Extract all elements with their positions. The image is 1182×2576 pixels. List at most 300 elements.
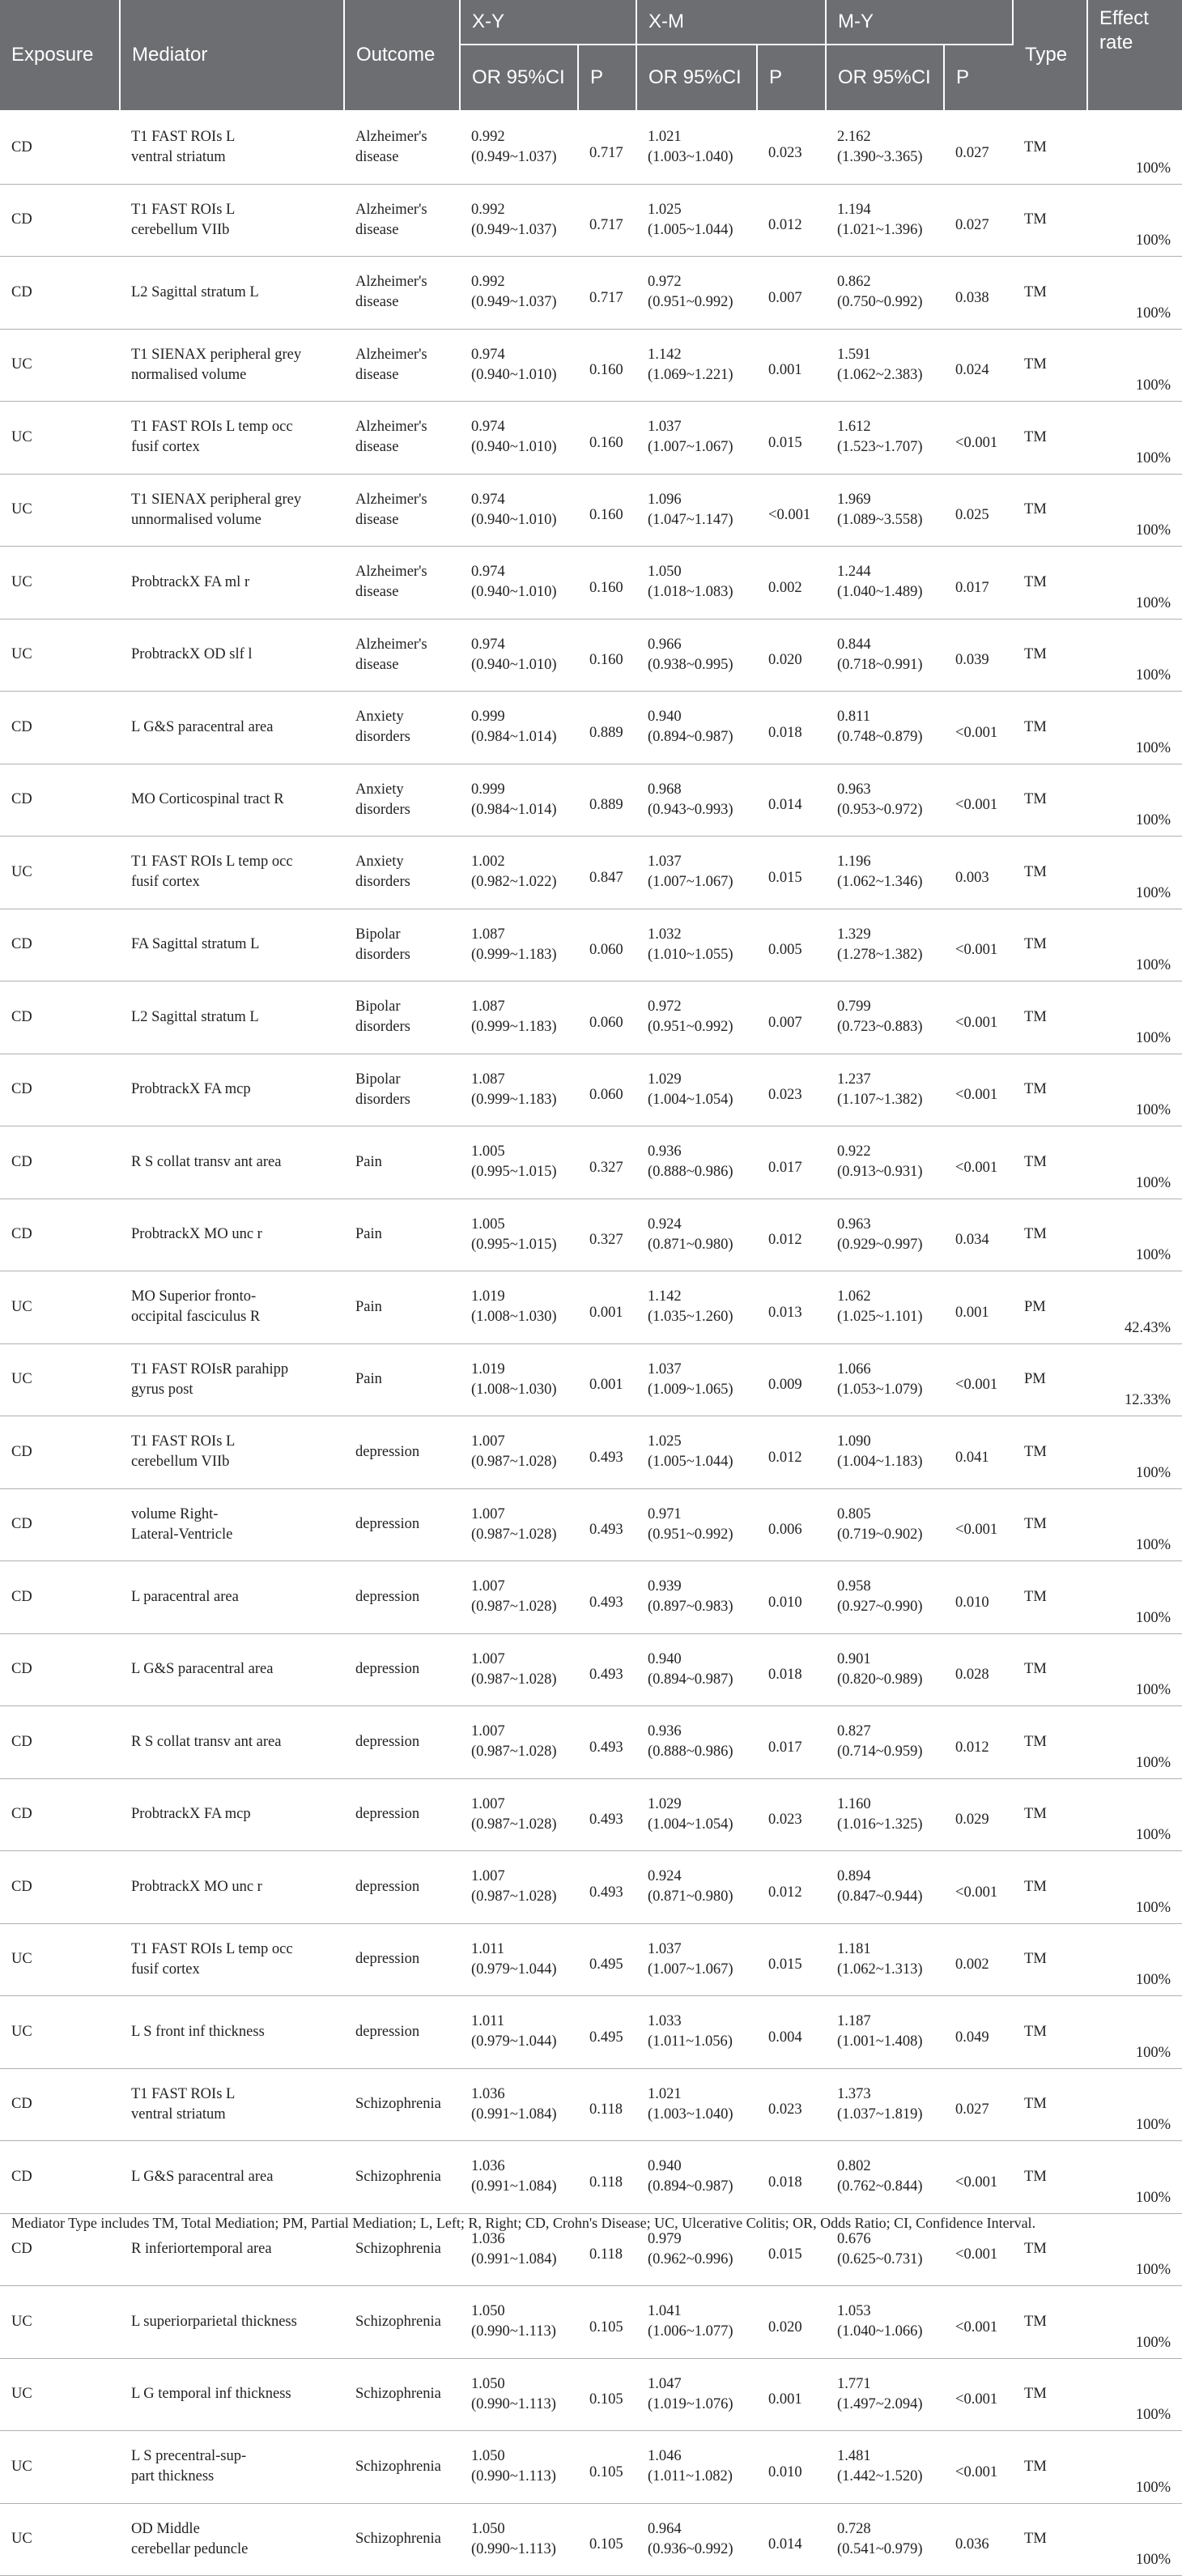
mediator-cell: [120, 2503, 344, 2576]
xy-or-ci-cell: [460, 2286, 578, 2359]
outcome-cell: [344, 909, 460, 981]
effect-rate-text: 100%: [1135, 1754, 1171, 1771]
my-p-cell: [944, 2431, 1013, 2504]
mediator-cell: [120, 1416, 344, 1489]
xy-p-cell: [578, 981, 636, 1054]
effect-rate-text: 100%: [1135, 1464, 1171, 1481]
effect-rate-text: 100%: [1135, 1537, 1171, 1553]
xy-p-cell: [578, 184, 636, 257]
xy-or-ci-cell: [460, 1054, 578, 1126]
odds-ratio: 0.963: [837, 1216, 871, 1233]
xm-p-cell: [757, 1851, 826, 1924]
effect-rate-text: 100%: [1135, 2407, 1171, 2423]
odds-ratio: 1.011: [471, 2013, 504, 2030]
exposure-cell: [0, 402, 120, 475]
exposure-cell: [0, 547, 120, 620]
type-text: TM: [1024, 936, 1047, 953]
xy-or-ci-cell: [460, 2141, 578, 2214]
mediator-cell: [120, 402, 344, 475]
type-cell: [1013, 1633, 1087, 1706]
exposure-text: CD: [11, 2241, 32, 2258]
mediator-text: OD Middle cerebellar peduncle: [131, 2520, 249, 2557]
confidence-interval: (1.006~1.077): [648, 2323, 733, 2340]
confidence-interval: (1.025~1.101): [837, 1309, 923, 1326]
exposure-text: CD: [11, 1806, 32, 1823]
xm-p-text: 0.004: [768, 2029, 802, 2046]
xy-p-text: 0.493: [589, 1449, 623, 1466]
exposure-cell: [0, 1996, 120, 2069]
my-p-text: 0.017: [955, 579, 989, 596]
outcome-text: Anxiety disorders: [355, 781, 410, 818]
confidence-interval: (0.987~1.028): [471, 1526, 557, 1543]
exposure-cell: [0, 1561, 120, 1634]
my-p-text: 0.029: [955, 1812, 989, 1829]
confidence-interval: (1.053~1.079): [837, 1381, 923, 1398]
xm-or-ci-cell: [636, 1488, 757, 1561]
xm-p-text: 0.015: [768, 2246, 802, 2263]
odds-ratio: 1.007: [471, 1723, 505, 1740]
exposure-cell: [0, 692, 120, 764]
odds-ratio: 0.958: [837, 1578, 871, 1595]
exposure-text: CD: [11, 211, 32, 228]
xm-p-cell: [757, 1778, 826, 1851]
type-cell: [1013, 1923, 1087, 1996]
confidence-interval: (0.990~1.113): [471, 2323, 556, 2340]
xy-p-text: 0.717: [589, 217, 623, 234]
xy-p-text: 0.160: [589, 434, 623, 451]
my-p-cell: [944, 1488, 1013, 1561]
odds-ratio: 0.974: [471, 419, 505, 436]
mediator-text: L superiorparietal thickness: [131, 2313, 297, 2330]
confidence-interval: (0.987~1.028): [471, 1744, 557, 1761]
xm-p-text: 0.012: [768, 1884, 802, 1901]
odds-ratio: 1.244: [837, 564, 871, 581]
my-p-text: <0.001: [955, 2246, 998, 2263]
xy-p-cell: [578, 1199, 636, 1271]
mediator-text: L paracentral area: [131, 1588, 239, 1605]
confidence-interval: (1.497~2.094): [837, 2395, 923, 2412]
type-text: TM: [1024, 2386, 1047, 2403]
xy-or-ci-cell: [460, 1561, 578, 1634]
xm-p-cell: [757, 1633, 826, 1706]
my-or-ci-cell: [826, 184, 944, 257]
type-cell: [1013, 1561, 1087, 1634]
xy-p-text: 0.495: [589, 1956, 623, 1974]
exposure-text: UC: [11, 646, 32, 663]
xm-or-ci-cell: [636, 111, 757, 184]
odds-ratio: 0.924: [648, 1868, 682, 1885]
my-p-text: <0.001: [955, 434, 998, 451]
xy-p-cell: [578, 547, 636, 620]
outcome-text: Schizophrenia: [355, 2241, 441, 2258]
my-p-text: <0.001: [955, 1522, 998, 1539]
odds-ratio: 1.007: [471, 1578, 505, 1595]
xy-p-cell: [578, 2358, 636, 2431]
xy-p-text: 0.160: [589, 579, 623, 596]
odds-ratio: 1.007: [471, 1650, 505, 1667]
mediator-cell: [120, 909, 344, 981]
confidence-interval: (1.107~1.382): [837, 1091, 923, 1108]
xy-p-cell: [578, 692, 636, 764]
xy-or-ci-cell: [460, 257, 578, 330]
confidence-interval: (0.940~1.010): [471, 511, 557, 528]
type-cell: [1013, 2503, 1087, 2576]
effect-rate-cell: [1087, 764, 1182, 837]
my-p-cell: [944, 1996, 1013, 2069]
my-p-cell: [944, 1126, 1013, 1199]
xy-p-text: 0.160: [589, 507, 623, 524]
xy-or-ci-cell: [460, 329, 578, 402]
my-p-cell: [944, 1199, 1013, 1271]
confidence-interval: (1.007~1.067): [648, 439, 733, 456]
my-p-cell: [944, 1054, 1013, 1126]
odds-ratio: 0.974: [471, 491, 505, 508]
confidence-interval: (0.938~0.995): [648, 656, 733, 673]
odds-ratio: 1.005: [471, 1143, 505, 1160]
confidence-interval: (0.943~0.993): [648, 801, 733, 818]
exposure-text: CD: [11, 791, 32, 808]
my-p-cell: [944, 1706, 1013, 1779]
exposure-text: CD: [11, 283, 32, 300]
my-p-text: <0.001: [955, 2318, 998, 2335]
outcome-text: Bipolar disorders: [355, 926, 410, 963]
odds-ratio: 0.963: [837, 781, 871, 798]
xy-p-text: 0.493: [589, 1594, 623, 1611]
xy-or-ci-cell: [460, 692, 578, 764]
odds-ratio: 0.972: [648, 274, 682, 291]
odds-ratio: 1.053: [837, 2303, 871, 2320]
xm-or-ci-cell: [636, 837, 757, 909]
confidence-interval: (1.009~1.065): [648, 1381, 733, 1398]
confidence-interval: (1.011~1.056): [648, 2033, 733, 2050]
xm-or-ci-cell: [636, 2431, 757, 2504]
odds-ratio: 1.050: [471, 2303, 505, 2320]
my-p-text: <0.001: [955, 942, 998, 959]
effect-rate-cell: [1087, 402, 1182, 475]
confidence-interval: (0.949~1.037): [471, 221, 557, 238]
table-row: [0, 1488, 1182, 1561]
outcome-text: depression: [355, 1588, 420, 1605]
mediator-cell: [120, 837, 344, 909]
table-row: [0, 1416, 1182, 1489]
mediator-text: L2 Sagittal stratum L: [131, 283, 259, 300]
outcome-text: Alzheimer's disease: [355, 201, 427, 238]
xy-or-ci-cell: [460, 1851, 578, 1924]
exposure-cell: [0, 474, 120, 547]
type-cell: [1013, 1778, 1087, 1851]
exposure-text: UC: [11, 2023, 32, 2040]
header-exposure: Exposure: [0, 0, 120, 111]
xm-p-cell: [757, 474, 826, 547]
mediator-cell: [120, 1126, 344, 1199]
table-row: [0, 1996, 1182, 2069]
outcome-cell: [344, 1561, 460, 1634]
xm-or-ci-cell: [636, 1706, 757, 1779]
xy-p-cell: [578, 257, 636, 330]
confidence-interval: (1.069~1.221): [648, 366, 733, 383]
odds-ratio: 0.966: [648, 636, 682, 653]
my-or-ci-cell: [826, 1996, 944, 2069]
effect-rate-text: 100%: [1135, 1827, 1171, 1843]
table-row: [0, 329, 1182, 402]
exposure-cell: [0, 2503, 120, 2576]
xy-p-cell: [578, 909, 636, 981]
confidence-interval: (0.894~0.987): [648, 2178, 733, 2195]
exposure-text: CD: [11, 1153, 32, 1170]
table-row: [0, 111, 1182, 184]
my-p-cell: [944, 1271, 1013, 1344]
xy-p-cell: [578, 1996, 636, 2069]
confidence-interval: (1.001~1.408): [837, 2033, 923, 2050]
odds-ratio: 1.037: [648, 419, 682, 436]
my-p-text: <0.001: [955, 1087, 998, 1104]
odds-ratio: 0.972: [648, 998, 682, 1015]
xm-p-text: 0.017: [768, 1739, 802, 1756]
my-or-ci-cell: [826, 329, 944, 402]
mediator-cell: [120, 1851, 344, 1924]
type-cell: [1013, 2358, 1087, 2431]
header-mediator: Mediator: [120, 0, 344, 111]
confidence-interval: (0.888~0.986): [648, 1164, 733, 1181]
odds-ratio: 0.939: [648, 1578, 682, 1595]
exposure-cell: [0, 1706, 120, 1779]
effect-rate-cell: [1087, 981, 1182, 1054]
xm-p-cell: [757, 329, 826, 402]
mediator-text: R S collat transv ant area: [131, 1733, 282, 1750]
effect-rate-cell: [1087, 1561, 1182, 1634]
effect-rate-text: 100%: [1135, 1102, 1171, 1118]
exposure-cell: [0, 1633, 120, 1706]
type-cell: [1013, 111, 1087, 184]
outcome-cell: [344, 1054, 460, 1126]
xy-p-text: 0.327: [589, 1232, 623, 1249]
table-row: [0, 1851, 1182, 1924]
my-p-text: 0.038: [955, 289, 989, 306]
xm-p-cell: [757, 1271, 826, 1344]
xm-p-cell: [757, 909, 826, 981]
effect-rate-cell: [1087, 2286, 1182, 2359]
xm-p-cell: [757, 1199, 826, 1271]
outcome-cell: [344, 1851, 460, 1924]
table-row: [0, 692, 1182, 764]
xm-p-text: 0.015: [768, 434, 802, 451]
xy-or-ci-cell: [460, 2358, 578, 2431]
outcome-cell: [344, 764, 460, 837]
exposure-cell: [0, 2141, 120, 2214]
my-p-cell: [944, 692, 1013, 764]
mediator-cell: [120, 764, 344, 837]
xm-p-text: 0.009: [768, 1377, 802, 1394]
exposure-text: UC: [11, 501, 32, 518]
type-cell: [1013, 474, 1087, 547]
mediator-cell: [120, 1343, 344, 1416]
mediator-text: L G&S paracentral area: [131, 718, 274, 735]
outcome-text: depression: [355, 2023, 420, 2040]
confidence-interval: (0.762~0.844): [837, 2178, 923, 2195]
my-or-ci-cell: [826, 111, 944, 184]
xy-p-text: 0.889: [589, 797, 623, 814]
confidence-interval: (1.004~1.054): [648, 1816, 733, 1833]
xy-p-cell: [578, 1706, 636, 1779]
confidence-interval: (1.007~1.067): [648, 874, 733, 891]
confidence-interval: (1.278~1.382): [837, 946, 923, 963]
xm-p-cell: [757, 1706, 826, 1779]
odds-ratio: 0.936: [648, 1143, 682, 1160]
mediator-text: volume Right- Lateral-Ventricle: [131, 1505, 233, 1543]
odds-ratio: 1.096: [648, 491, 682, 508]
my-or-ci-cell: [826, 2358, 944, 2431]
xm-p-text: 0.014: [768, 797, 802, 814]
xm-or-ci-cell: [636, 1271, 757, 1344]
table-row: [0, 1054, 1182, 1126]
odds-ratio: 1.066: [837, 1360, 871, 1377]
table-row: [0, 981, 1182, 1054]
confidence-interval: (1.089~3.558): [837, 511, 923, 528]
mediator-text: L G&S paracentral area: [131, 1661, 274, 1678]
type-cell: [1013, 329, 1087, 402]
xy-p-cell: [578, 2503, 636, 2576]
exposure-text: CD: [11, 1661, 32, 1678]
outcome-cell: [344, 1633, 460, 1706]
my-p-cell: [944, 1923, 1013, 1996]
confidence-interval: (1.021~1.396): [837, 221, 923, 238]
exposure-cell: [0, 764, 120, 837]
table-row: [0, 1778, 1182, 1851]
xy-p-cell: [578, 1343, 636, 1416]
effect-rate-text: 100%: [1135, 2117, 1171, 2133]
confidence-interval: (0.820~0.989): [837, 1671, 923, 1688]
confidence-interval: (0.979~1.044): [471, 1961, 557, 1978]
my-p-cell: [944, 2503, 1013, 2576]
odds-ratio: 1.160: [837, 1795, 871, 1812]
odds-ratio: 1.033: [648, 2013, 682, 2030]
table-row: [0, 1706, 1182, 1779]
xy-or-ci-cell: [460, 547, 578, 620]
odds-ratio: 1.029: [648, 1795, 682, 1812]
xm-or-ci-cell: [636, 764, 757, 837]
exposure-text: UC: [11, 2386, 32, 2403]
xm-p-cell: [757, 1561, 826, 1634]
mediator-text: L S front inf thickness: [131, 2023, 265, 2040]
mediator-text: ProbtrackX FA mcp: [131, 1806, 251, 1823]
xy-or-ci-cell: [460, 1996, 578, 2069]
mediator-cell: [120, 1199, 344, 1271]
effect-rate-text: 100%: [1135, 884, 1171, 901]
my-p-text: 0.010: [955, 1594, 989, 1611]
exposure-text: CD: [11, 1733, 32, 1750]
my-or-ci-cell: [826, 2286, 944, 2359]
xm-or-ci-cell: [636, 329, 757, 402]
effect-rate-cell: [1087, 2141, 1182, 2214]
exposure-text: CD: [11, 1516, 32, 1533]
exposure-cell: [0, 1199, 120, 1271]
xy-or-ci-cell: [460, 2068, 578, 2141]
effect-rate-text: 100%: [1135, 449, 1171, 466]
exposure-text: UC: [11, 573, 32, 590]
table-row: [0, 1199, 1182, 1271]
outcome-text: Schizophrenia: [355, 2096, 441, 2113]
my-or-ci-cell: [826, 1488, 944, 1561]
xm-p-text: 0.001: [768, 2391, 802, 2408]
outcome-cell: [344, 111, 460, 184]
effect-rate-text: 12.33%: [1124, 1392, 1171, 1408]
xm-p-cell: [757, 1126, 826, 1199]
type-cell: [1013, 402, 1087, 475]
mediator-text: L G temporal inf thickness: [131, 2386, 291, 2403]
my-or-ci-cell: [826, 692, 944, 764]
exposure-cell: [0, 1271, 120, 1344]
odds-ratio: 0.805: [837, 1505, 871, 1522]
confidence-interval: (0.990~1.113): [471, 2468, 556, 2485]
my-p-cell: [944, 2068, 1013, 2141]
my-p-cell: [944, 1851, 1013, 1924]
my-p-text: <0.001: [955, 797, 998, 814]
type-text: TM: [1024, 718, 1047, 735]
xy-or-ci-cell: [460, 111, 578, 184]
xm-p-cell: [757, 619, 826, 692]
outcome-text: Pain: [355, 1371, 382, 1388]
odds-ratio: 0.992: [471, 201, 505, 218]
mediator-cell: [120, 1706, 344, 1779]
confidence-interval: (0.987~1.028): [471, 1599, 557, 1616]
mediator-cell: [120, 1488, 344, 1561]
odds-ratio: 1.037: [648, 1360, 682, 1377]
odds-ratio: 1.036: [471, 2085, 505, 2102]
odds-ratio: 0.894: [837, 1868, 871, 1885]
xy-or-ci-cell: [460, 474, 578, 547]
xy-p-text: 0.001: [589, 1377, 623, 1394]
my-p-text: 0.039: [955, 652, 989, 669]
odds-ratio: 1.087: [471, 998, 505, 1015]
table-row: [0, 474, 1182, 547]
xy-p-cell: [578, 402, 636, 475]
my-p-cell: [944, 402, 1013, 475]
type-text: TM: [1024, 356, 1047, 373]
effect-rate-text: 100%: [1135, 667, 1171, 683]
type-cell: [1013, 2431, 1087, 2504]
confidence-interval: (0.625~0.731): [837, 2250, 923, 2267]
xm-or-ci-cell: [636, 619, 757, 692]
confidence-interval: (0.990~1.113): [471, 2540, 556, 2557]
my-or-ci-cell: [826, 1271, 944, 1344]
effect-rate-text: 100%: [1135, 1682, 1171, 1698]
effect-rate-cell: [1087, 619, 1182, 692]
outcome-cell: [344, 2286, 460, 2359]
exposure-cell: [0, 981, 120, 1054]
mediator-text: T1 FAST ROIs L ventral striatum: [131, 2085, 236, 2123]
confidence-interval: (1.442~1.520): [837, 2468, 923, 2485]
mediator-text: R inferiortemporal area: [131, 2241, 272, 2258]
xy-p-text: 0.495: [589, 2029, 623, 2046]
effect-rate-text: 100%: [1135, 522, 1171, 539]
odds-ratio: 1.007: [471, 1505, 505, 1522]
type-text: TM: [1024, 2023, 1047, 2040]
xy-p-text: 0.060: [589, 942, 623, 959]
effect-rate-cell: [1087, 111, 1182, 184]
odds-ratio: 0.999: [471, 709, 505, 726]
my-or-ci-cell: [826, 837, 944, 909]
my-p-cell: [944, 619, 1013, 692]
xm-or-ci-cell: [636, 1923, 757, 1996]
confidence-interval: (0.984~1.014): [471, 729, 557, 746]
type-text: TM: [1024, 646, 1047, 663]
xm-p-cell: [757, 2286, 826, 2359]
outcome-cell: [344, 257, 460, 330]
confidence-interval: (0.991~1.084): [471, 2106, 557, 2123]
xy-p-text: 0.493: [589, 1884, 623, 1901]
table-row: [0, 402, 1182, 475]
xy-p-text: 0.847: [589, 869, 623, 886]
